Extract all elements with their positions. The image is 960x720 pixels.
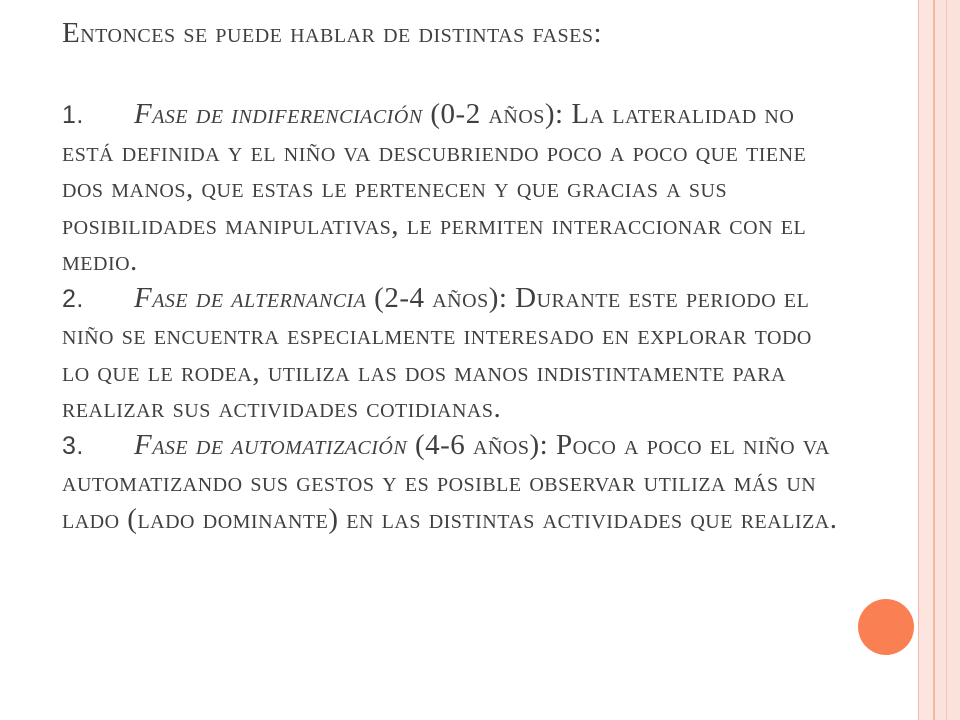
item-number: 3. [62, 431, 84, 460]
phase-item-2 [62, 280, 842, 427]
phase-description: (4-6 años): Poco a poco el niño va automatizando sus gestos y es posible observar utiliza más un lado (lado dominante) en las distintas actividades que realiza. [62, 428, 838, 535]
phase-description: (0-2 años): La lateralidad no está definida y el niño va descubriendo poco a poco que tiene dos manos, que estas le pertenecen y que gracias a sus posibilidades manipulativas, le permiten interaccionar con el medio. [62, 98, 807, 277]
slide-content [62, 14, 842, 537]
decorative-band-outer [935, 0, 960, 720]
decorative-band-outer-line [946, 0, 947, 720]
slide-title: Entonces se puede hablar de distintas fases: [62, 17, 603, 49]
spacer [62, 52, 842, 96]
decorative-circle [858, 599, 914, 655]
phase-item-3 [62, 427, 842, 538]
phase-name: Fase de automatización [134, 428, 408, 461]
item-number: 1. [62, 101, 84, 129]
phase-item-1 [62, 96, 842, 280]
phase-name: Fase de alternancia [134, 281, 367, 314]
item-number: 2. [62, 284, 84, 313]
phase-description: (2-4 años): Durante este periodo el niño se encuentra especialmente interesado en explorar todo lo que le rodea, utiliza las dos manos indistintamente para realizar sus actividades cotidianas. [62, 281, 812, 424]
phase-name: Fase de indiferenciación [134, 98, 423, 130]
decorative-band-inner [919, 0, 933, 720]
